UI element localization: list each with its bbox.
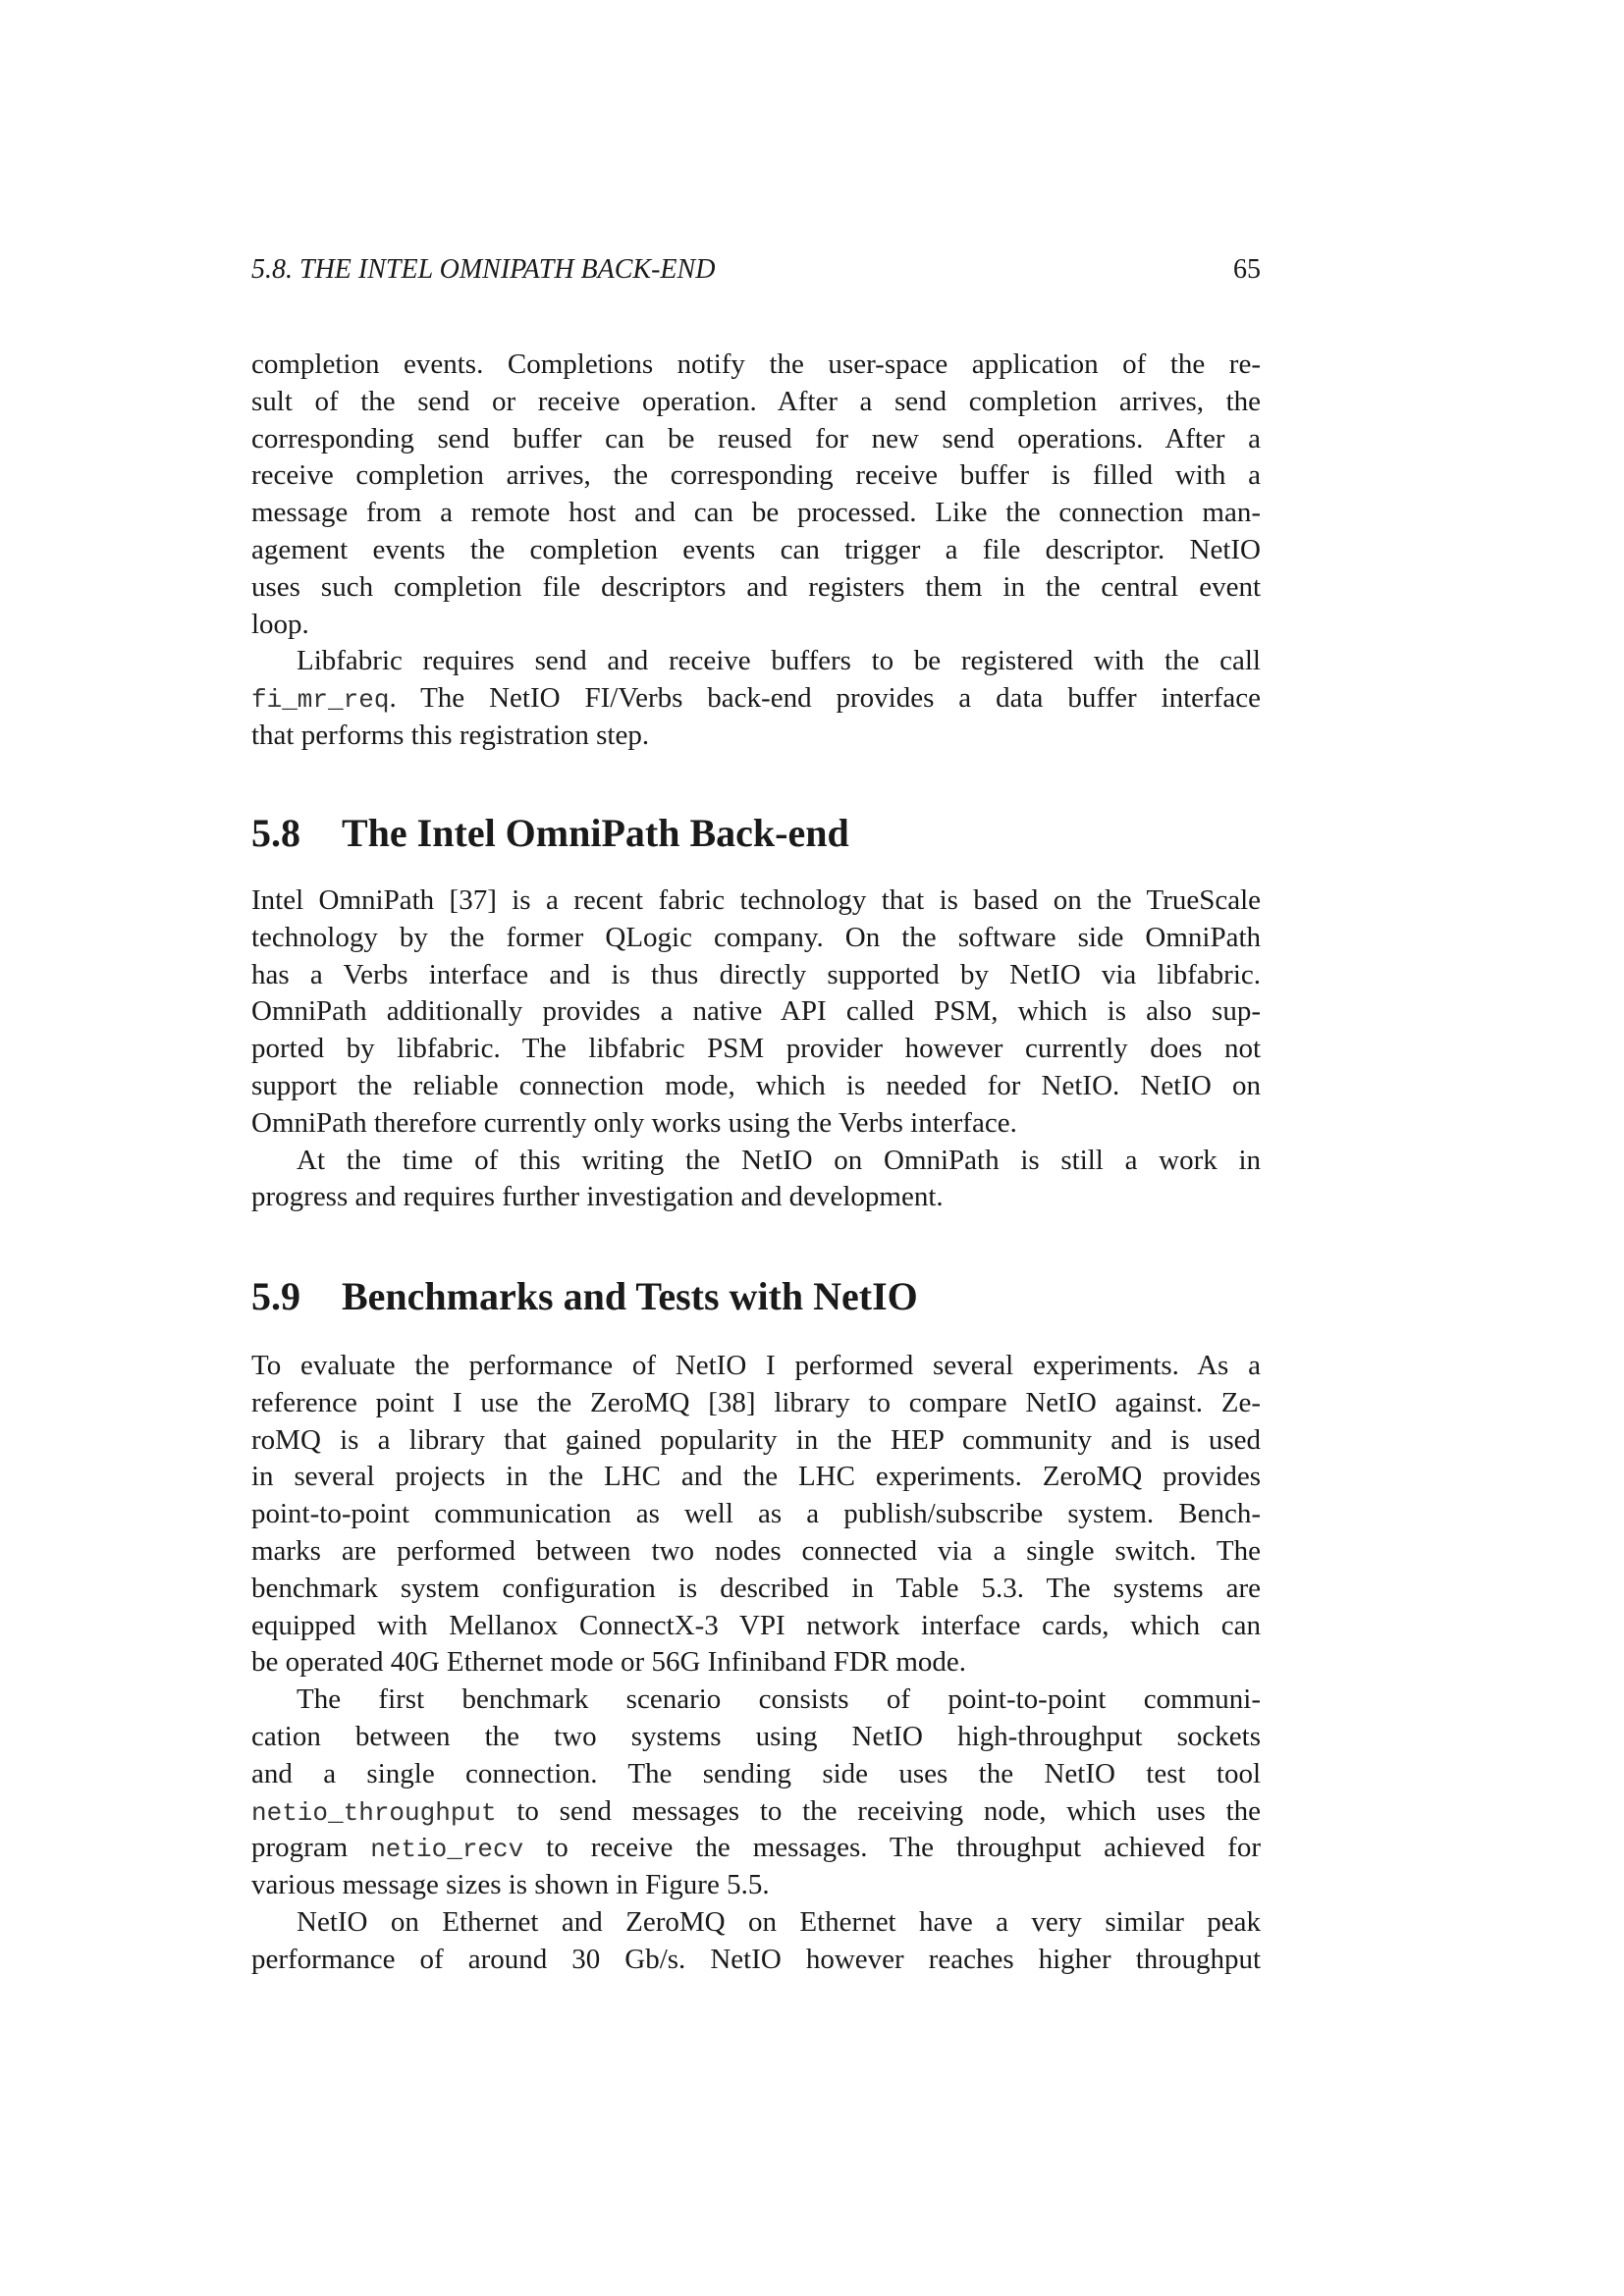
text-line: sult of the send or receive operation. After a send completion arrives, the [251,385,1261,417]
text-line: OmniPath additionally provides a native API called PSM, which is also sup- [251,995,1261,1028]
text-line: corresponding send buffer can be reused for new send operations. After a [251,422,1261,454]
text-line: marks are performed between two nodes connected via a single switch. The [251,1534,1261,1567]
text-line: NetIO on Ethernet and ZeroMQ on Ethernet have a very similar peak [297,1905,1261,1938]
text-line [251,1793,1261,1831]
section-number: 5.9 [251,1274,300,1318]
text-line: agement events the completion events can trigger a file descriptor. NetIO [251,533,1261,565]
text-line: be operated 40G Ethernet mode or 56G Infiniband FDR mode. [251,1646,967,1679]
text-line: The first benchmark scenario consists of point-to-point communi- [297,1683,1261,1716]
text-line: point-to-point communication as well as a publish/subscribe system. Bench- [251,1498,1261,1530]
text-line: loop. [251,608,309,640]
text-line: ported by libfabric. The libfabric PSM provider however currently does not [251,1033,1261,1065]
paragraph-benchmarks [251,1348,1261,1979]
text-fragment: program [251,1832,371,1864]
text-line: and a single connection. The sending side uses the NetIO test tool [251,1757,1261,1789]
text-line: receive completion arrives, the corresponding receive buffer is filled with a [251,459,1261,492]
text-line: completion events. Completions notify the user-space application of the re- [251,348,1261,380]
code-netio-recv: netio_recv [370,1835,524,1865]
text-line: At the time of this writing the NetIO on OmniPath is still a work in [297,1144,1261,1176]
text-line [251,1830,1261,1867]
code-fi-mr-req: fi_mr_req [251,685,390,716]
text-line: support the reliable connection mode, which is needed for NetIO. NetIO on [251,1069,1261,1101]
code-netio-throughput: netio_throughput [251,1797,497,1828]
text-fragment: . The NetIO FI/Verbs back-end provides a data buffer interface [389,682,1261,715]
text-line: benchmark system configuration is described in Table 5.3. The systems are [251,1572,1261,1604]
section-heading-5-9 [251,1273,918,1320]
text-line: message from a remote host and can be processed. Like the connection man- [251,497,1261,529]
text-line: reference point I use the ZeroMQ [38] library to compare NetIO against. Ze- [251,1386,1261,1418]
text-line: roMQ is a library that gained popularity in the HEP community and is used [251,1423,1261,1456]
paragraph-completion-events [251,347,1261,755]
running-title: 5.8. THE INTEL OMNIPATH BACK-END [251,254,716,285]
text-line: has a Verbs interface and is thus directly supported by NetIO via libfabric. [251,958,1261,990]
running-header [251,253,1261,287]
text-line: cation between the two systems using NetIO high-throughput sockets [251,1720,1261,1752]
text-line: To evaluate the performance of NetIO I performed several experiments. As a [251,1350,1261,1381]
section-number: 5.8 [251,811,300,855]
paragraph-omnipath [251,882,1261,1216]
text-line: in several projects in the LHC and the LHC experiments. ZeroMQ provides [251,1461,1261,1493]
text-line: that performs this registration step. [251,719,650,751]
text-line: progress and requires further investigation and development. [251,1181,944,1213]
section-heading-5-8 [251,810,849,857]
text-fragment: to receive the messages. The throughput achieved for [523,1832,1261,1864]
text-line [251,680,1261,718]
text-line: technology by the former QLogic company. On the software side OmniPath [251,921,1261,953]
section-title: Benchmarks and Tests with NetIO [342,1274,918,1318]
text-line: uses such completion file descriptors and registers them in the central event [251,570,1261,603]
text-line: various message sizes is shown in Figure 5.5. [251,1869,770,1901]
page-number: 65 [1233,254,1261,285]
text-fragment: to send messages to the receiving node, which uses the [496,1794,1261,1827]
text-line: performance of around 30 Gb/s. NetIO however reaches higher throughput [251,1943,1261,1975]
text-line: Intel OmniPath [37] is a recent fabric technology that is based on the TrueScale [251,884,1261,916]
text-line: OmniPath therefore currently only works using the Verbs interface. [251,1106,1017,1139]
section-title: The Intel OmniPath Back-end [342,811,849,855]
text-line: Libfabric requires send and receive buffers to be registered with the call [297,645,1261,677]
text-line: equipped with Mellanox ConnectX-3 VPI network interface cards, which can [251,1609,1261,1641]
